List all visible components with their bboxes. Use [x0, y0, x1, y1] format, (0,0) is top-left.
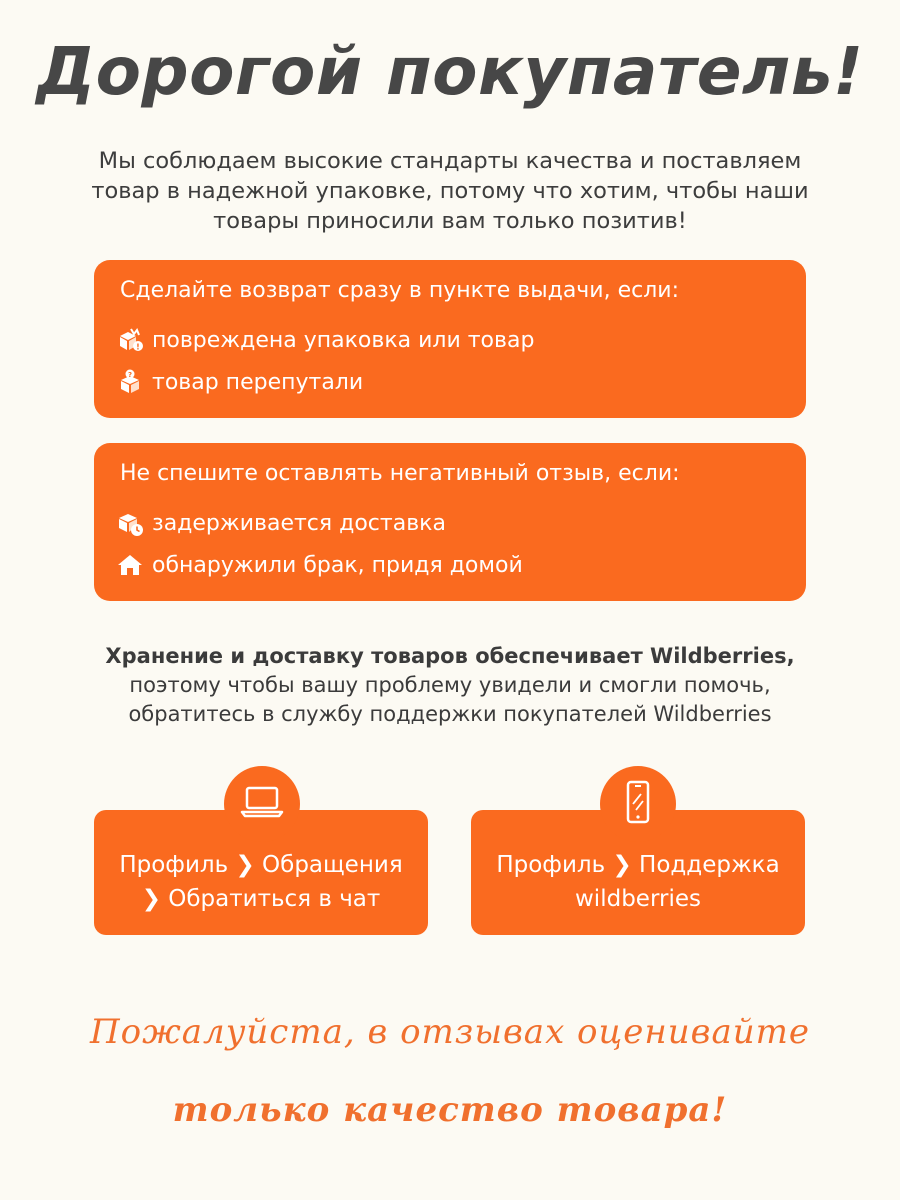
smartphone-icon	[623, 780, 653, 828]
laptop-icon	[239, 784, 285, 824]
review-item-label: обнаружили брак, придя домой	[152, 552, 523, 578]
wildberries-note-line: обратитесь в службу поддержки покупателей Wildberries	[128, 702, 772, 726]
chat-path-line: Профиль ❯ Обращения	[119, 852, 403, 878]
closing-line-2: только качество товара!	[172, 1090, 728, 1130]
smartphone-icon-badge	[600, 766, 676, 842]
wildberries-note-line: поэтому чтобы вашу проблему увидели и смогли помочь,	[129, 673, 771, 697]
laptop-icon-badge	[224, 766, 300, 842]
wildberries-note	[30, 642, 870, 729]
intro-line: Мы соблюдаем высокие стандарты качества и поставляем	[98, 148, 802, 174]
return-item	[116, 368, 363, 396]
support-path-line: wildberries	[575, 886, 701, 912]
intro-text	[50, 146, 850, 236]
home-icon	[116, 551, 144, 579]
chat-path-line: ❯ Обратиться в чат	[141, 886, 381, 912]
svg-text:?: ?	[127, 371, 133, 379]
return-item-label: товар перепутали	[152, 369, 364, 395]
closing-line-1: Пожалуйста, в отзывах оценивайте	[90, 1012, 810, 1052]
delayed-delivery-icon	[116, 509, 144, 537]
review-item	[116, 509, 446, 537]
review-item-label: задерживается доставка	[152, 510, 446, 536]
wildberries-note-bold: Хранение и доставку товаров обеспечивает Wildberries,	[105, 644, 795, 668]
review-item	[116, 551, 523, 579]
intro-line: товар в надежной упаковке, потому что хотим, чтобы наши	[91, 178, 809, 204]
support-path-line: Профиль ❯ Поддержка	[496, 852, 780, 878]
review-box	[94, 443, 806, 601]
svg-text:!: !	[136, 342, 140, 352]
return-box	[94, 260, 806, 418]
return-box-heading: Сделайте возврат сразу в пункте выдачи, если:	[120, 278, 679, 303]
damaged-box-icon	[116, 326, 144, 354]
return-item	[116, 326, 534, 354]
intro-line: товары приносили вам только позитив!	[213, 208, 687, 234]
return-item-label: повреждена упаковка или товар	[152, 327, 535, 353]
review-box-heading: Не спешите оставлять негативный отзыв, если:	[120, 461, 680, 486]
mixed-up-box-icon	[116, 368, 144, 396]
page-title: Дорогой покупатель!	[36, 33, 864, 110]
